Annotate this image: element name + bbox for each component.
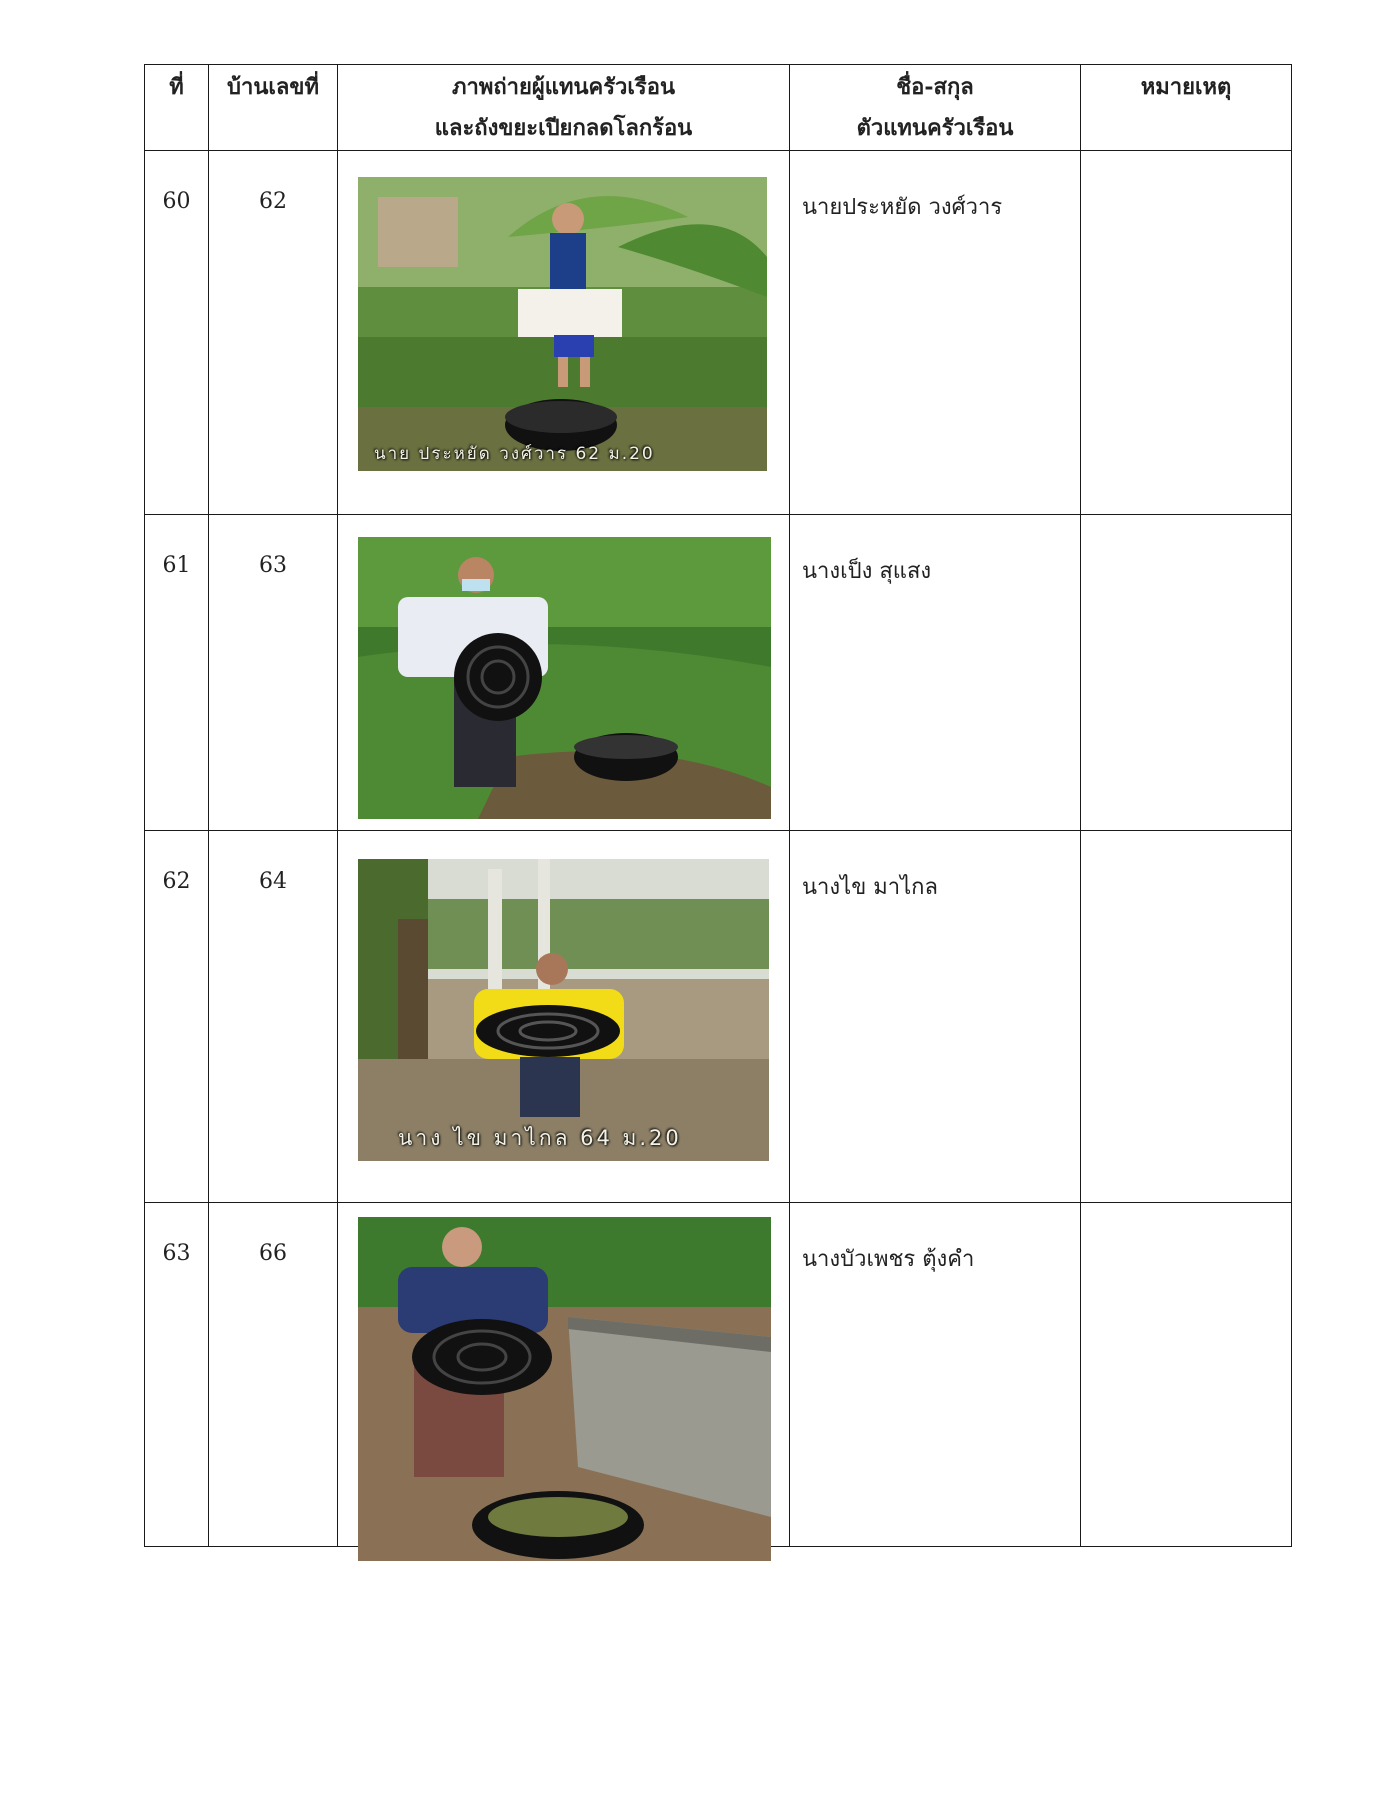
row-house-no: 64 (209, 831, 338, 1203)
row-house-no: 62 (209, 151, 338, 515)
table-row (145, 151, 1292, 515)
household-photo (358, 537, 771, 819)
table-row (145, 515, 1292, 831)
household-table (144, 64, 1292, 1547)
row-no: 63 (145, 1203, 209, 1547)
table-row (145, 1203, 1292, 1547)
header-photo (338, 65, 790, 151)
header-row (145, 65, 1292, 151)
row-photo-cell (338, 515, 790, 831)
row-name: นายประหยัด วงศ์วาร (790, 151, 1081, 515)
row-name: นางเป็ง สุแสง (790, 515, 1081, 831)
household-photo (358, 1217, 771, 1561)
header-photo-line1: ภาพถ่ายผู้แทนครัวเรือน (451, 74, 675, 100)
row-photo-cell (338, 151, 790, 515)
row-no: 61 (145, 515, 209, 831)
row-note (1081, 151, 1292, 515)
header-note: หมายเหตุ (1081, 65, 1292, 151)
header-name-line2: ตัวแทนครัวเรือน (856, 115, 1014, 141)
row-photo-cell (338, 1203, 790, 1547)
row-note (1081, 515, 1292, 831)
row-house-no: 66 (209, 1203, 338, 1547)
row-photo-cell (338, 831, 790, 1203)
header-name (790, 65, 1081, 151)
header-no: ที่ (145, 65, 209, 151)
row-house-no: 63 (209, 515, 338, 831)
row-note (1081, 831, 1292, 1203)
row-name: นางบัวเพชร ตุ้งคำ (790, 1203, 1081, 1547)
header-photo-line2: และถังขยะเปียกลดโลกร้อน (434, 115, 693, 141)
row-no: 60 (145, 151, 209, 515)
row-note (1081, 1203, 1292, 1547)
photo-caption: นาย ประหยัด วงศ์วาร 62 ม.20 (374, 444, 655, 464)
photo-caption: นาง ไข มาไกล 64 ม.20 (398, 1126, 682, 1150)
header-name-line1: ชื่อ-สกุล (896, 74, 974, 100)
household-photo (358, 177, 767, 471)
table-row (145, 831, 1292, 1203)
header-house-no: บ้านเลขที่ (209, 65, 338, 151)
row-name: นางไข มาไกล (790, 831, 1081, 1203)
row-no: 62 (145, 831, 209, 1203)
household-photo (358, 859, 769, 1161)
